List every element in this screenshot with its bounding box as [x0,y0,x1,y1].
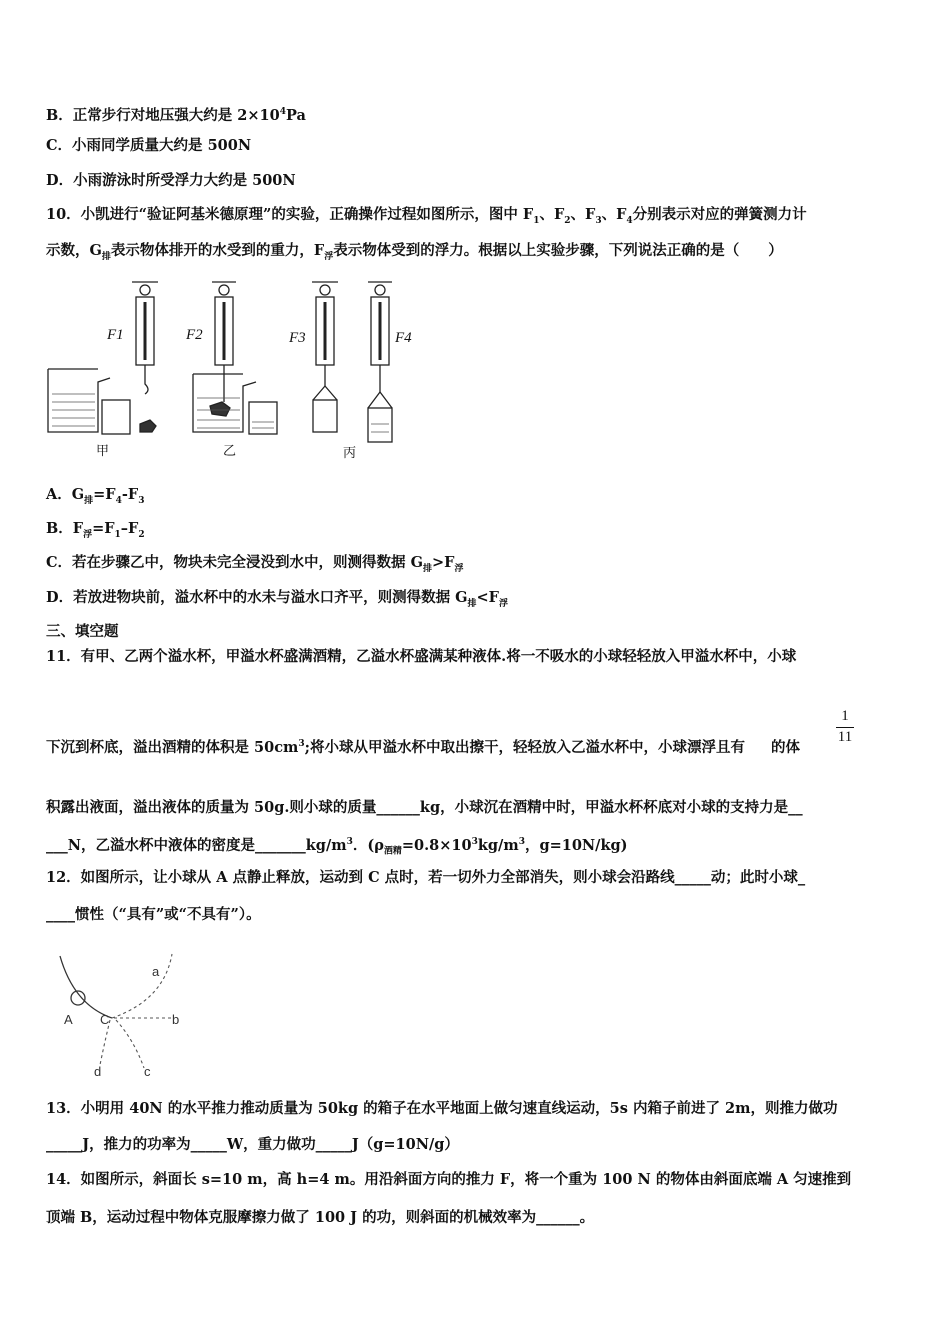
cup-bing-1 [313,400,337,432]
spring-scale-4 [368,285,392,408]
q12-line-2: ____惯性（“具有”或“不具有”）。 [46,906,261,923]
q13-line-1: 13．小明用 40N 的水平推力推动质量为 50kg 的箱子在水平地面上做匀速直线运动，5s 内箱子前进了 2m，则推力做功 [46,1100,838,1117]
cup-bing-2 [368,408,392,442]
track-curve [60,956,112,1018]
label-d: d [94,1064,102,1079]
caption-jia: 甲 [96,444,110,459]
q14-line-1: 14．如图所示，斜面长 s=10 m，高 h=4 m。用沿斜面方向的推力 F，将一个重为 100 N 的物体由斜面底端 A 匀速推到 [46,1171,852,1188]
block-jia [140,420,156,432]
q11-line-2: 下沉到杯底，溢出酒精的体积是 $50cm^3$;将小球从甲溢水杯中取出擦干，轻轻放入乙溢水杯中，小球漂浮且有 的体 [46,738,801,756]
q11-line-4: ___N，乙溢水杯中液体的密度是$\_\_\_\_\_\_\_kg/m^3$．($\rho_{酒精}=0.8\times 10^3kg/m^3$，g=10N/kg) [46,836,628,857]
option-b-line: B．正常步行对地压强大约是 $2\times 10^4Pa$ [46,106,306,124]
q10-option-d: D．若放进物块前，溢水杯中的水未与溢水口齐平，则测得数据 $G_排<F_浮$ [46,589,508,609]
q10-option-b: B．$F_浮=F_1-F_2$ [46,520,145,540]
label-a: a [152,964,160,979]
label-C: C [100,1012,110,1027]
q10-option-a: A．$G_排=F_4-F_3$ [46,486,145,506]
caption-bing: 丙 [343,446,357,461]
block-yi [210,402,230,416]
spring-scale-1 [136,285,154,394]
q11-line-1: 11．有甲、乙两个溢水杯，甲溢水杯盛满酒精，乙溢水杯盛满某种液体.将一不吸水的小球轻轻放入甲溢水杯中，小球 [46,648,797,665]
q12-line-1: 12．如图所示，让小球从 A 点静止释放，运动到 C 点时，若一切外力全部消失，则小球会沿路线_____动；此时小球_ [46,869,806,886]
q10-stem-2: 示数，$G_排$表示物体排开的水受到的重力，$F_浮$表示物体受到的浮力。根据以上实验步骤，下列说法正确的是（ ） [46,242,783,262]
label-c: c [144,1064,151,1079]
caption-yi: 乙 [223,444,237,459]
label-f2: F2 [186,327,203,343]
q10-figure [40,274,440,464]
q13-line-2: _____J，推力的功率为_____W，重力做功_____J（g=10N/g） [46,1136,459,1153]
option-d-line: D．小雨游泳时所受浮力大约是 500N [46,172,296,189]
spring-scale-3 [313,285,337,400]
option-c-line: C．小雨同学质量大约是 500N [46,137,252,154]
q14-line-2: 顶端 B，运动过程中物体克服摩擦力做了 100 J 的功，则斜面的机械效率为______。 [46,1209,595,1226]
label-A: A [64,1012,73,1027]
spring-scale-2 [215,285,233,402]
q10-option-c: C．若在步骤乙中，物块未完全浸没到水中，则测得数据 $G_排>F_浮$ [46,554,464,574]
label-f4: F4 [395,330,412,346]
path-c [116,1020,144,1068]
q12-figure [54,950,194,1080]
label-f1: F1 [107,327,124,343]
q11-line-3: 积露出液面，溢出液体的质量为 50g.则小球的质量______kg，小球沉在酒精中时，甲溢水杯杯底对小球的支持力是__ [46,799,803,816]
small-cup-jia [102,400,130,434]
label-b: b [172,1012,180,1027]
fraction-one-eleventh: 1 11 [837,708,853,745]
small-cup-yi [249,402,277,434]
overflow-cup-jia [48,369,110,432]
path-a [112,954,172,1018]
label-f3: F3 [289,330,306,346]
q10-stem-1: 10．小凯进行“验证阿基米德原理”的实验，正确操作过程如图所示，图中 $F_1$、$F_2$、$F_3$、$F_4$分别表示对应的弹簧测力计 [46,206,807,226]
section-heading: 三、填空题 [46,623,119,640]
